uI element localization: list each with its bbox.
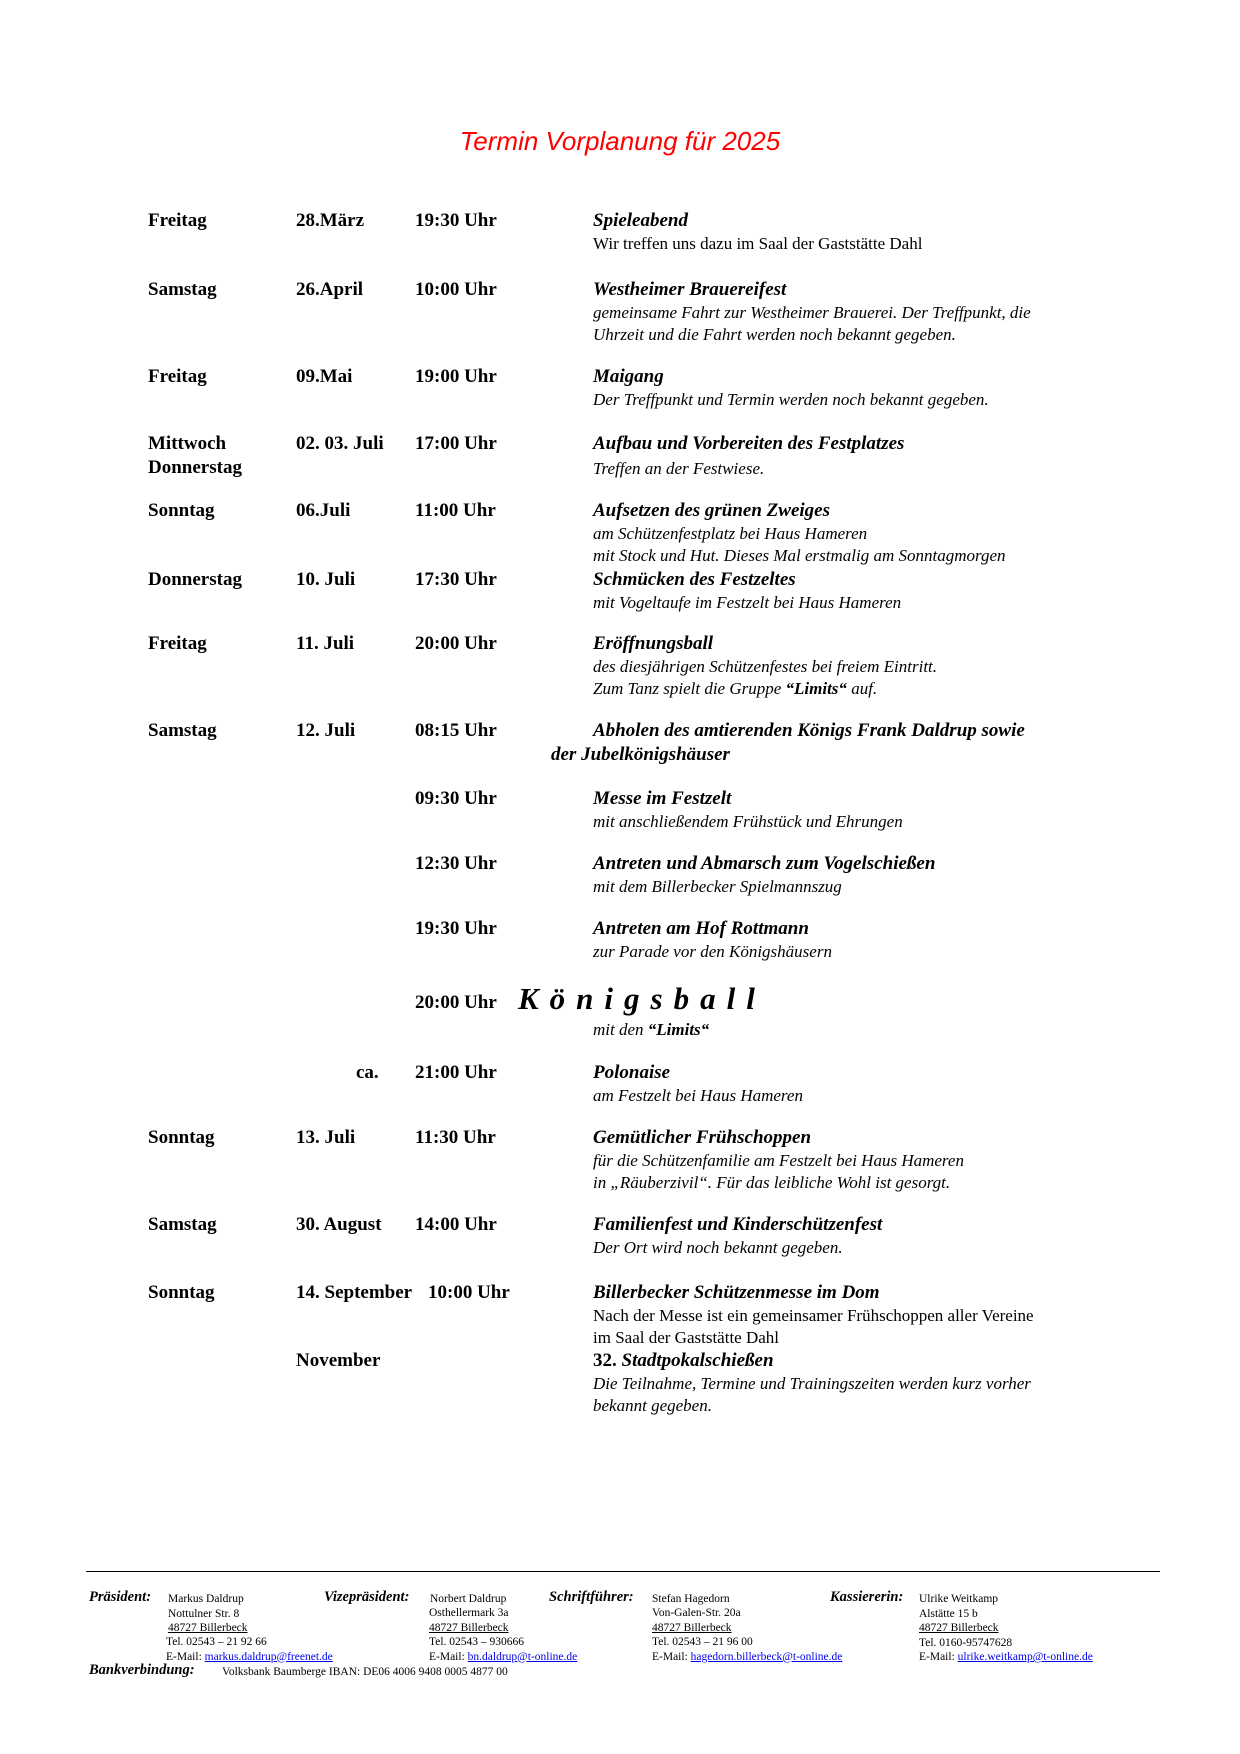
event-heading: Gemütlicher Frühschoppen xyxy=(593,1127,812,1148)
event-description: Der Ort wird noch bekannt gegeben. xyxy=(593,1238,843,1257)
band-name: “Limits“ xyxy=(647,1020,710,1039)
event-time: 19:30 Uhr xyxy=(415,918,497,939)
event-day: Sonntag xyxy=(148,500,215,521)
email-link[interactable]: markus.daldrup@freenet.de xyxy=(204,1650,333,1663)
event-date: November xyxy=(296,1350,381,1371)
contact-tel: Tel. 02543 – 21 92 66 xyxy=(166,1636,267,1648)
event-description: in „Räuberzivil“. Für das leibliche Wohl ist gesorgt. xyxy=(593,1173,951,1192)
event-heading: Spieleabend xyxy=(593,210,688,231)
event-time: 08:15 Uhr xyxy=(415,720,497,741)
event-day: Samstag xyxy=(148,720,217,741)
event-description: Wir treffen uns dazu im Saal der Gaststätte Dahl xyxy=(593,234,923,253)
event-day: Mittwoch xyxy=(148,433,227,454)
event-description: für die Schützenfamilie am Festzelt bei Haus Hameren xyxy=(593,1151,964,1170)
event-description: am Schützenfestplatz bei Haus Hameren xyxy=(593,524,868,543)
event-time: 14:00 Uhr xyxy=(415,1214,497,1235)
footer-contact-treasurer xyxy=(919,1592,1093,1665)
event-heading: Familienfest und Kinderschützenfest xyxy=(593,1214,883,1235)
contact-street: Nottulner Str. 8 xyxy=(168,1607,240,1620)
event-time: 11:30 Uhr xyxy=(415,1127,496,1148)
event-description: bekannt gegeben. xyxy=(593,1396,712,1415)
event-day: Sonntag xyxy=(148,1127,215,1148)
event-heading-text: Stadtpokalschießen xyxy=(621,1350,774,1371)
event-description: mit Vogeltaufe im Festzelt bei Haus Hameren xyxy=(593,593,902,612)
event-date: 14. September xyxy=(296,1282,413,1303)
event-description: des diesjährigen Schützenfestes bei freiem Eintritt. xyxy=(593,657,938,676)
footer-contact-vice xyxy=(430,1592,506,1607)
event-description: mit dem Billerbecker Spielmannszug xyxy=(593,877,842,896)
event-heading xyxy=(593,1350,774,1372)
footer-contact-secretary-details xyxy=(652,1606,842,1664)
contact-street: Osthellermark 3a xyxy=(429,1607,509,1619)
contact-name: Ulrike Weitkamp xyxy=(919,1593,999,1605)
event-date: 30. August xyxy=(296,1214,382,1235)
event-heading: Antreten und Abmarsch zum Vogelschießen xyxy=(593,853,936,874)
footer-contact-president-tel xyxy=(166,1635,333,1664)
event-description: Uhrzeit und die Fahrt werden noch bekannt gegeben. xyxy=(593,325,956,344)
band-name: “Limits“ xyxy=(785,679,847,698)
page-title: Termin Vorplanung für 2025 xyxy=(459,126,781,156)
event-heading: der Jubelkönigshäuser xyxy=(551,744,730,765)
contact-tel: Tel. 02543 – 930666 xyxy=(429,1636,525,1648)
footer-role-label: Präsident: xyxy=(89,1589,152,1605)
event-time: 17:00 Uhr xyxy=(415,433,497,454)
contact-name: Stefan Hagedorn xyxy=(652,1593,730,1605)
event-time: 10:00 Uhr xyxy=(415,279,497,300)
event-number: 32. xyxy=(593,1350,617,1371)
email-label: E-Mail: xyxy=(429,1650,465,1663)
footer-contact-secretary xyxy=(652,1592,730,1607)
event-day: Donnerstag xyxy=(148,457,242,478)
event-date: 13. Juli xyxy=(296,1127,356,1148)
event-heading: Billerbecker Schützenmesse im Dom xyxy=(593,1282,880,1303)
footer-bank-label: Bankverbindung: xyxy=(89,1662,195,1678)
event-date: 26.April xyxy=(296,279,364,300)
event-time: 10:00 Uhr xyxy=(428,1282,510,1303)
contact-name: Markus Daldrup xyxy=(168,1593,244,1605)
event-day: Freitag xyxy=(148,366,207,387)
event-time: 20:00 Uhr xyxy=(415,633,497,654)
event-heading: Maigang xyxy=(593,366,664,387)
event-date: 09.Mai xyxy=(296,366,353,387)
event-heading: Abholen des amtierenden Königs Frank Daldrup sowie xyxy=(593,720,1025,741)
event-description: mit anschließendem Frühstück und Ehrungen xyxy=(593,812,903,831)
event-time: 19:30 Uhr xyxy=(415,210,497,231)
contact-street: Alstätte 15 b xyxy=(919,1607,978,1620)
email-label: E-Mail: xyxy=(652,1650,688,1663)
event-heading: Messe im Festzelt xyxy=(593,788,732,809)
event-date: 10. Juli xyxy=(296,569,356,590)
footer-bank-details: Volksbank Baumberge IBAN: DE06 4006 9408 0005 4877 00 xyxy=(222,1666,508,1678)
event-description: am Festzelt bei Haus Hameren xyxy=(593,1086,803,1105)
contact-city: 48727 Billerbeck xyxy=(429,1621,509,1634)
event-description: zur Parade vor den Königshäusern xyxy=(593,942,832,961)
event-heading: Polonaise xyxy=(593,1062,671,1083)
event-description xyxy=(593,1020,709,1040)
email-label: E-Mail: xyxy=(919,1651,955,1663)
event-date: 28.März xyxy=(296,210,365,231)
event-heading: Aufbau und Vorbereiten des Festplatzes xyxy=(593,433,905,454)
event-date: 12. Juli xyxy=(296,720,356,741)
event-time: 19:00 Uhr xyxy=(415,366,497,387)
event-date: 02. 03. Juli xyxy=(296,433,384,454)
event-time: 09:30 Uhr xyxy=(415,788,497,809)
event-description: Der Treffpunkt und Termin werden noch bekannt gegeben. xyxy=(593,390,989,409)
event-description: Die Teilnahme, Termine und Trainingszeiten werden kurz vorher xyxy=(593,1374,1031,1393)
email-link[interactable]: hagedorn.billerbeck@t-online.de xyxy=(690,1650,843,1663)
event-time: 20:00 Uhr xyxy=(415,992,497,1013)
footer-contact-president xyxy=(168,1592,248,1636)
event-heading: Aufsetzen des grünen Zweiges xyxy=(593,500,830,521)
event-description: mit Stock und Hut. Dieses Mal erstmalig am Sonntagmorgen xyxy=(593,546,1006,565)
event-day: Samstag xyxy=(148,279,217,300)
event-description: Nach der Messe ist ein gemeinsamer Frühschoppen aller Vereine xyxy=(593,1306,1034,1325)
event-heading: Schmücken des Festzeltes xyxy=(593,569,796,590)
event-date: ca. xyxy=(356,1062,379,1083)
footer-contact-vice-details xyxy=(429,1606,577,1664)
event-heading: Antreten am Hof Rottmann xyxy=(593,918,809,939)
event-day: Donnerstag xyxy=(148,569,242,590)
email-link[interactable]: bn.daldrup@t-online.de xyxy=(467,1650,578,1663)
contact-city: 48727 Billerbeck xyxy=(168,1622,248,1634)
footer-divider xyxy=(86,1571,1160,1572)
event-heading: Eröffnungsball xyxy=(593,633,714,654)
email-link[interactable]: ulrike.weitkamp@t-online.de xyxy=(957,1651,1093,1663)
event-description xyxy=(593,679,877,699)
event-description: Treffen an der Festwiese. xyxy=(593,459,765,478)
footer-role-label: Vizepräsident: xyxy=(324,1589,410,1605)
event-time: 21:00 Uhr xyxy=(415,1062,497,1083)
footer-role-label: Schriftführer: xyxy=(549,1589,634,1605)
description-text: mit den xyxy=(593,1020,648,1039)
contact-name: Norbert Daldrup xyxy=(430,1593,507,1605)
event-time: 12:30 Uhr xyxy=(415,853,497,874)
event-day: Sonntag xyxy=(148,1282,215,1303)
event-heading: Königsball xyxy=(518,981,766,1016)
contact-city: 48727 Billerbeck xyxy=(919,1622,999,1634)
event-time: 11:00 Uhr xyxy=(415,500,496,521)
description-text: auf. xyxy=(846,679,878,698)
contact-city: 48727 Billerbeck xyxy=(652,1621,732,1634)
event-day: Samstag xyxy=(148,1214,217,1235)
event-description: im Saal der Gaststätte Dahl xyxy=(593,1328,780,1347)
email-label: E-Mail: xyxy=(166,1650,202,1663)
event-date: 06.Juli xyxy=(296,500,351,521)
description-text: Zum Tanz spielt die Gruppe xyxy=(593,679,786,698)
event-day: Freitag xyxy=(148,633,207,654)
contact-tel: Tel. 0160-95747628 xyxy=(919,1636,1013,1649)
contact-tel: Tel. 02543 – 21 96 00 xyxy=(652,1636,753,1648)
event-date: 11. Juli xyxy=(296,633,355,654)
event-time: 17:30 Uhr xyxy=(415,569,497,590)
event-description: gemeinsame Fahrt zur Westheimer Brauerei. Der Treffpunkt, die xyxy=(593,303,1031,322)
contact-street: Von-Galen-Str. 20a xyxy=(652,1607,741,1619)
event-heading: Westheimer Brauereifest xyxy=(593,279,787,300)
event-day: Freitag xyxy=(148,210,207,231)
footer-role-label: Kassiererin: xyxy=(830,1589,904,1605)
